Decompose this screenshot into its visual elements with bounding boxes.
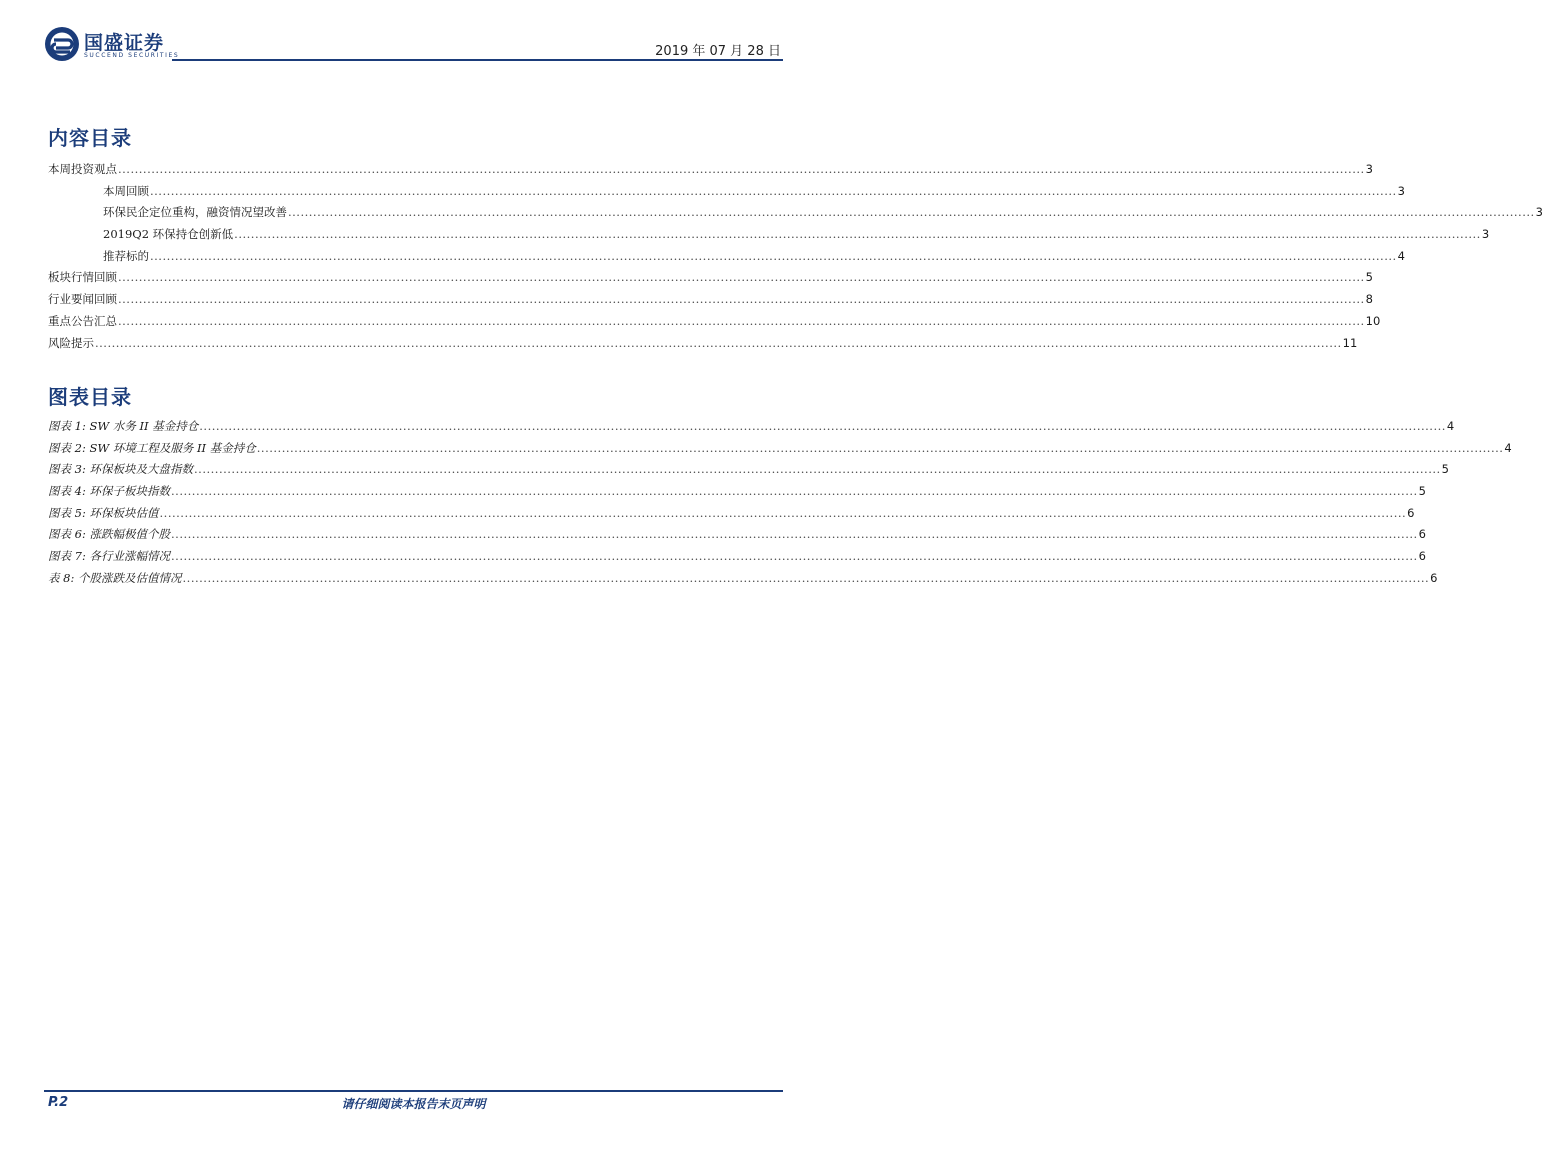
toc-entry[interactable] [48,311,1381,333]
toc-entry-label: 图表 2: SW 环境工程及服务 II 基金持仓 [48,440,256,455]
header-divider [172,59,783,61]
page-number: P.2 [48,1095,69,1110]
toc-entry[interactable] [48,333,1358,355]
toc-leader-dots: ............................................................................................................................................................................................................................................................................................................ [182,570,1430,585]
toc-entry[interactable] [48,481,1426,503]
toc-entry-page: 10 [1365,313,1381,328]
brand-name-english: SUCCEND SECURITIES [84,52,180,59]
toc-entry-label: 图表 7: 各行业涨幅情况 [48,549,171,564]
toc-entry[interactable] [48,246,1405,268]
toc-leader-dots: ............................................................................................................................................................................................................................................................................................................ [95,335,1342,350]
toc-entry-label: 图表 4: 环保子板块指数 [48,484,171,499]
toc-entry-label: 图表 6: 涨跌幅极值个股 [48,527,171,542]
toc-entry[interactable] [48,546,1426,568]
toc-leader-dots: ............................................................................................................................................................................................................................................................................................................ [171,484,1418,499]
toc-leader-dots: ............................................................................................................................................................................................................................................................................................................ [150,183,1397,198]
footer-divider [44,1090,783,1092]
toc-leader-dots: ............................................................................................................................................................................................................................................................................................................ [118,292,1365,307]
toc-entry-label: 本周投资观点 [48,162,117,176]
toc-entry-label: 2019Q2 环保持仓创新低 [103,227,234,242]
figures-list [48,416,1512,590]
toc-leader-dots: ............................................................................................................................................................................................................................................................................................................ [234,227,1481,242]
toc-leader-dots: ............................................................................................................................................................................................................................................................................................................ [194,462,1441,477]
toc-entry-label: 推荐标的 [103,248,149,263]
toc-entry[interactable] [48,181,1405,203]
toc-entry-page: 3 [1365,162,1373,176]
toc-entry[interactable] [48,224,1490,246]
toc-entry[interactable] [48,159,1373,181]
page-header [44,22,783,62]
toc-entry-page: 3 [1397,183,1405,198]
toc-entry-page: 5 [1441,462,1449,477]
toc-entry[interactable] [48,202,1543,224]
toc-entry-label: 行业要闻回顾 [48,292,117,307]
toc-leader-dots: ............................................................................................................................................................................................................................................................................................................ [171,527,1418,542]
toc-leader-dots: ............................................................................................................................................................................................................................................................................................................ [118,313,1365,328]
toc-entry[interactable] [48,459,1449,481]
toc-entry-label: 表 8: 个股涨跌及估值情况 [48,570,182,585]
toc-entry[interactable] [48,289,1373,311]
company-logo-icon [44,26,80,62]
toc-entry-label: 图表 5: 环保板块估值 [48,505,159,520]
toc-entry[interactable] [48,503,1415,525]
toc-entry[interactable] [48,267,1373,289]
toc-entry-label: 图表 1: SW 水务 II 基金持仓 [48,419,199,433]
toc-leader-dots: ............................................................................................................................................................................................................................................................................................................ [150,248,1397,263]
toc-entry-page: 3 [1481,227,1490,242]
toc-entry-page: 3 [1535,205,1543,220]
toc-leader-dots: ............................................................................................................................................................................................................................................................................................................ [118,270,1365,285]
toc-entry-page: 11 [1342,335,1358,350]
toc-leader-dots: ............................................................................................................................................................................................................................................................................................................ [199,419,1446,433]
toc-entry-label: 风险提示 [48,335,94,350]
brand-name: 国盛证券 [84,32,165,54]
toc-entry-page: 5 [1365,270,1373,285]
toc-leader-dots: ............................................................................................................................................................................................................................................................................................................ [288,205,1535,220]
toc-entry-page: 4 [1446,419,1455,433]
toc-entry-label: 图表 3: 环保板块及大盘指数 [48,462,194,477]
toc-entry[interactable] [48,416,1455,438]
toc-entry-page: 4 [1397,248,1405,263]
toc-entry-page: 8 [1365,292,1373,307]
toc-entry-label: 板块行情回顾 [48,270,117,285]
toc-entry[interactable] [48,438,1512,460]
toc-entry[interactable] [48,568,1438,590]
toc-entry-label: 本周回顾 [103,183,149,198]
toc-entry[interactable] [48,524,1426,546]
figures-title: 图表目录 [48,385,132,409]
contents-title: 内容目录 [48,126,132,150]
toc-entry-page: 6 [1418,527,1426,542]
toc-entry-page: 6 [1407,505,1415,520]
footer-disclaimer: 请仔细阅读本报告末页声明 [341,1097,486,1111]
toc-entry-page: 5 [1418,484,1426,499]
toc-leader-dots: ............................................................................................................................................................................................................................................................................................................ [118,162,1365,176]
toc-entry-label: 环保民企定位重构，融资情况望改善 [103,205,287,220]
toc-leader-dots: ............................................................................................................................................................................................................................................................................................................ [171,549,1418,564]
toc-entry-label: 重点公告汇总 [48,313,117,328]
toc-entry-page: 4 [1504,440,1512,455]
toc-leader-dots: ............................................................................................................................................................................................................................................................................................................ [256,440,1504,455]
toc-leader-dots: ............................................................................................................................................................................................................................................................................................................ [159,505,1407,520]
contents-list [48,159,1543,354]
toc-entry-page: 6 [1430,570,1438,585]
report-date: 2019 年 07 月 28 日 [655,44,781,59]
toc-entry-page: 6 [1418,549,1426,564]
